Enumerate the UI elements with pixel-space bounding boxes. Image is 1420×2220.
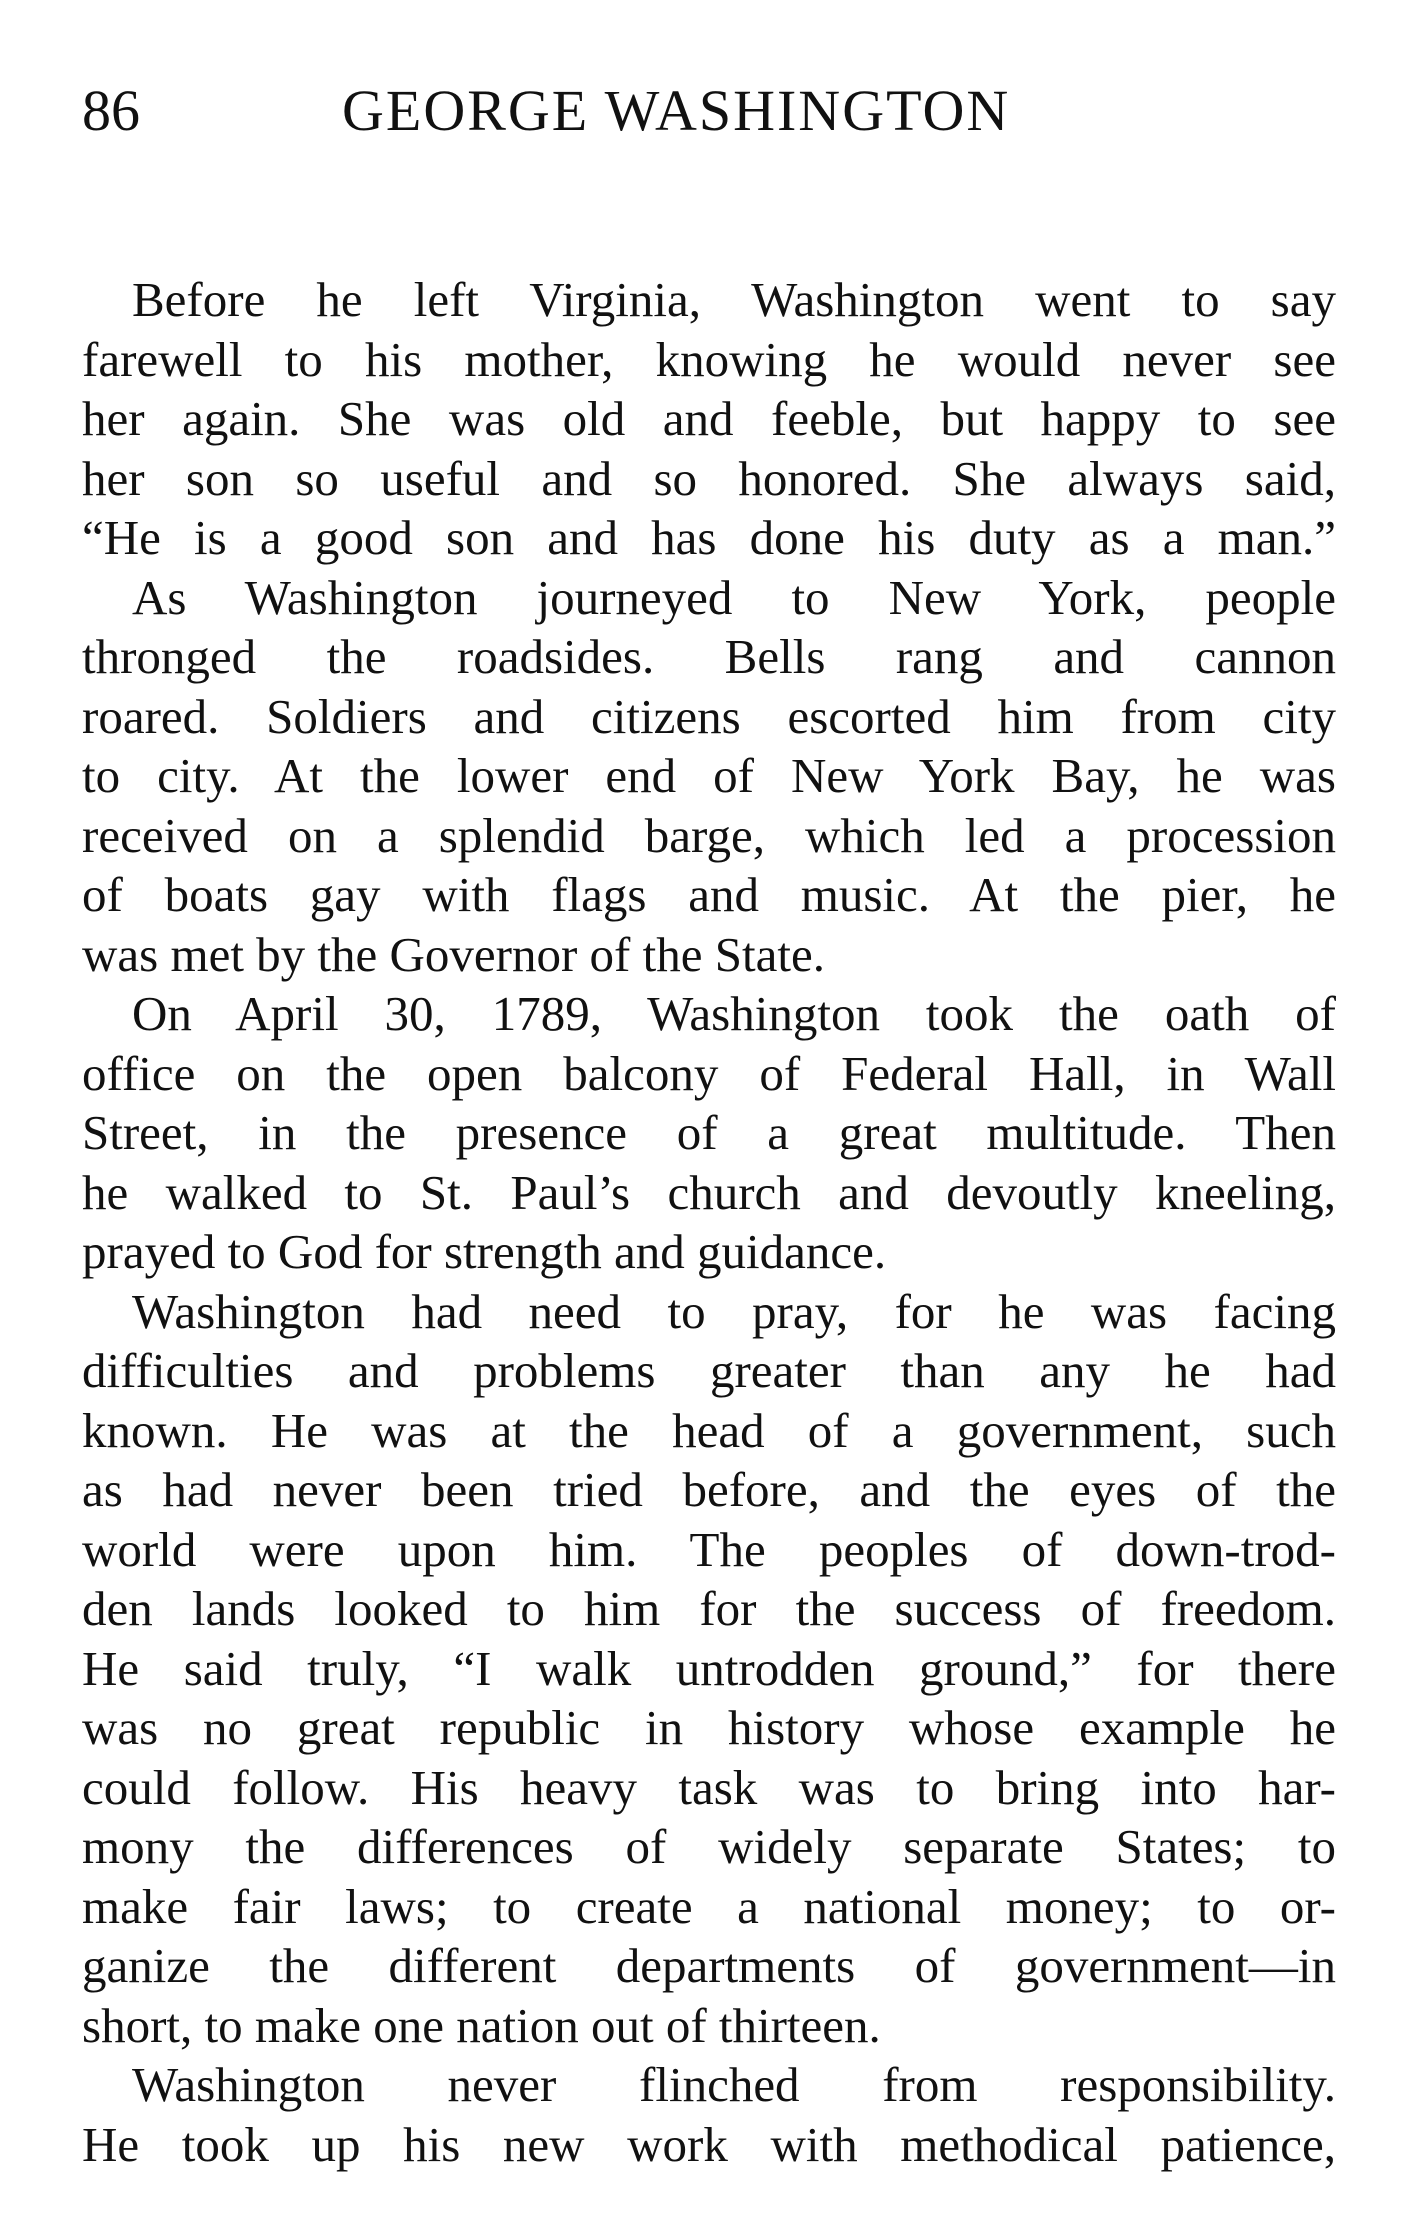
text-line: “He is a good son and has done his duty as a man.” — [82, 510, 1336, 565]
text-line: Washington had need to pray, for he was facing — [132, 1283, 1336, 1339]
text-line: prayed to God for strength and guidance. — [82, 1224, 887, 1279]
text-line: could follow. His heavy task was to bring into har- — [82, 1759, 1336, 1815]
text-line: her son so useful and so honored. She always said, — [82, 450, 1336, 506]
text-line: Washington never flinched from responsibility. — [132, 2057, 1336, 2112]
text-line: short, to make one nation out of thirteen. — [82, 1997, 881, 2053]
text-line: As Washington journeyed to New York, people — [132, 569, 1336, 625]
book-page — [82, 70, 1336, 2174]
text-line: was met by the Governor of the State. — [82, 926, 825, 982]
paragraph — [82, 1282, 1336, 2056]
paragraph — [82, 984, 1336, 1282]
text-line: Before he left Virginia, Washington went to say — [132, 272, 1336, 327]
text-line: mony the differences of widely separate States; to — [82, 1819, 1336, 1874]
text-line: thronged the roadsides. Bells rang and cannon — [82, 629, 1336, 684]
text-line: On April 30, 1789, Washington took the oath of — [132, 986, 1336, 1041]
text-line: to city. At the lower end of New York Bay, he was — [82, 748, 1336, 803]
text-line: ganize the different departments of government—in — [82, 1938, 1336, 1993]
text-line: as had never been tried before, and the eyes of the — [82, 1462, 1336, 1517]
text-line: make fair laws; to create a national money; to or- — [82, 1878, 1336, 1934]
text-line: was no great republic in history whose example he — [82, 1700, 1336, 1755]
text-line: He said truly, “I walk untrodden ground,” for there — [82, 1640, 1336, 1696]
text-line: difficulties and problems greater than any he had — [82, 1343, 1336, 1398]
text-line: received on a splendid barge, which led a procession — [82, 807, 1336, 863]
text-line: farewell to his mother, knowing he would never see — [82, 331, 1336, 387]
page-header — [82, 70, 1336, 180]
text-line: roared. Soldiers and citizens escorted him from city — [82, 688, 1336, 744]
text-line: world were upon him. The peoples of down-trod- — [82, 1521, 1336, 1577]
text-line: known. He was at the head of a government, such — [82, 1402, 1336, 1458]
paragraph — [82, 270, 1336, 568]
paragraph — [82, 2055, 1336, 2174]
text-line: office on the open balcony of Federal Hall, in Wall — [82, 1045, 1336, 1101]
paragraph — [82, 568, 1336, 985]
text-line: he walked to St. Paul’s church and devoutly kneeling, — [82, 1164, 1336, 1220]
text-line: her again. She was old and feeble, but happy to see — [82, 391, 1336, 446]
text-line: den lands looked to him for the success of freedom. — [82, 1581, 1336, 1636]
page-number: 86 — [82, 78, 140, 143]
text-line: of boats gay with flags and music. At the pier, he — [82, 867, 1336, 922]
text-line: Street, in the presence of a great multitude. Then — [82, 1105, 1336, 1160]
text-line: He took up his new work with methodical patience, — [82, 2116, 1336, 2172]
body-text — [82, 270, 1336, 2174]
running-title: GEORGE WASHINGTON — [342, 78, 1011, 143]
